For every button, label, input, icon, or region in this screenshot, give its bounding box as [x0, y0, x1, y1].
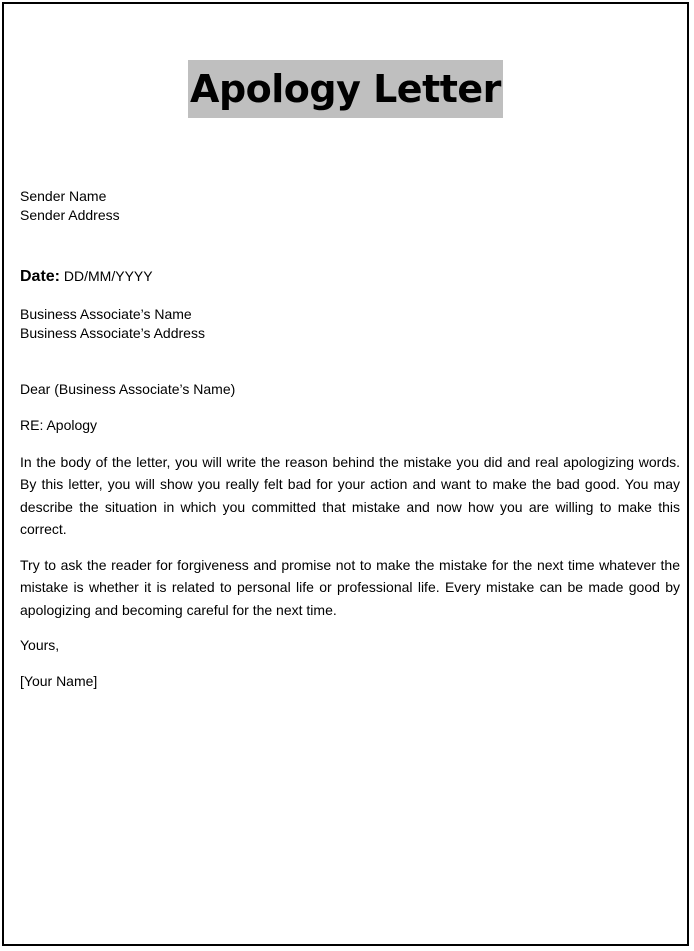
page-title: Apology Letter [188, 60, 503, 118]
body-paragraph-1: In the body of the letter, you will write the reason behind the mistake you did and real apologizing words. By this letter, you will show you really felt bad for your action and want to make the bad good. You may describe the situation in which you committed that mistake and now how you are willing to make this correct. [20, 454, 680, 537]
subject-line: RE: Apology [20, 417, 98, 433]
recipient-address: Business Associate’s Address [20, 325, 205, 341]
body-paragraph-2: Try to ask the reader for forgiveness and promise not to make the mistake for the next time whatever the mistake is whether it is related to personal life or professional life. Every mistake can be made good by apologizing and becoming careful for the next time. [20, 557, 680, 618]
date-label: Date: [20, 268, 61, 285]
letter-page [2, 2, 689, 946]
signature: [Your Name] [20, 673, 98, 689]
recipient-block [20, 305, 680, 343]
sender-name: Sender Name [20, 188, 107, 204]
title-container [4, 60, 687, 118]
date-value: DD/MM/YYYY [63, 268, 153, 284]
date-line [20, 267, 680, 286]
sender-address: Sender Address [20, 207, 120, 223]
closing: Yours, [20, 637, 60, 653]
recipient-name: Business Associate’s Name [20, 306, 192, 322]
sender-block [20, 187, 680, 225]
salutation: Dear (Business Associate’s Name) [20, 381, 236, 397]
